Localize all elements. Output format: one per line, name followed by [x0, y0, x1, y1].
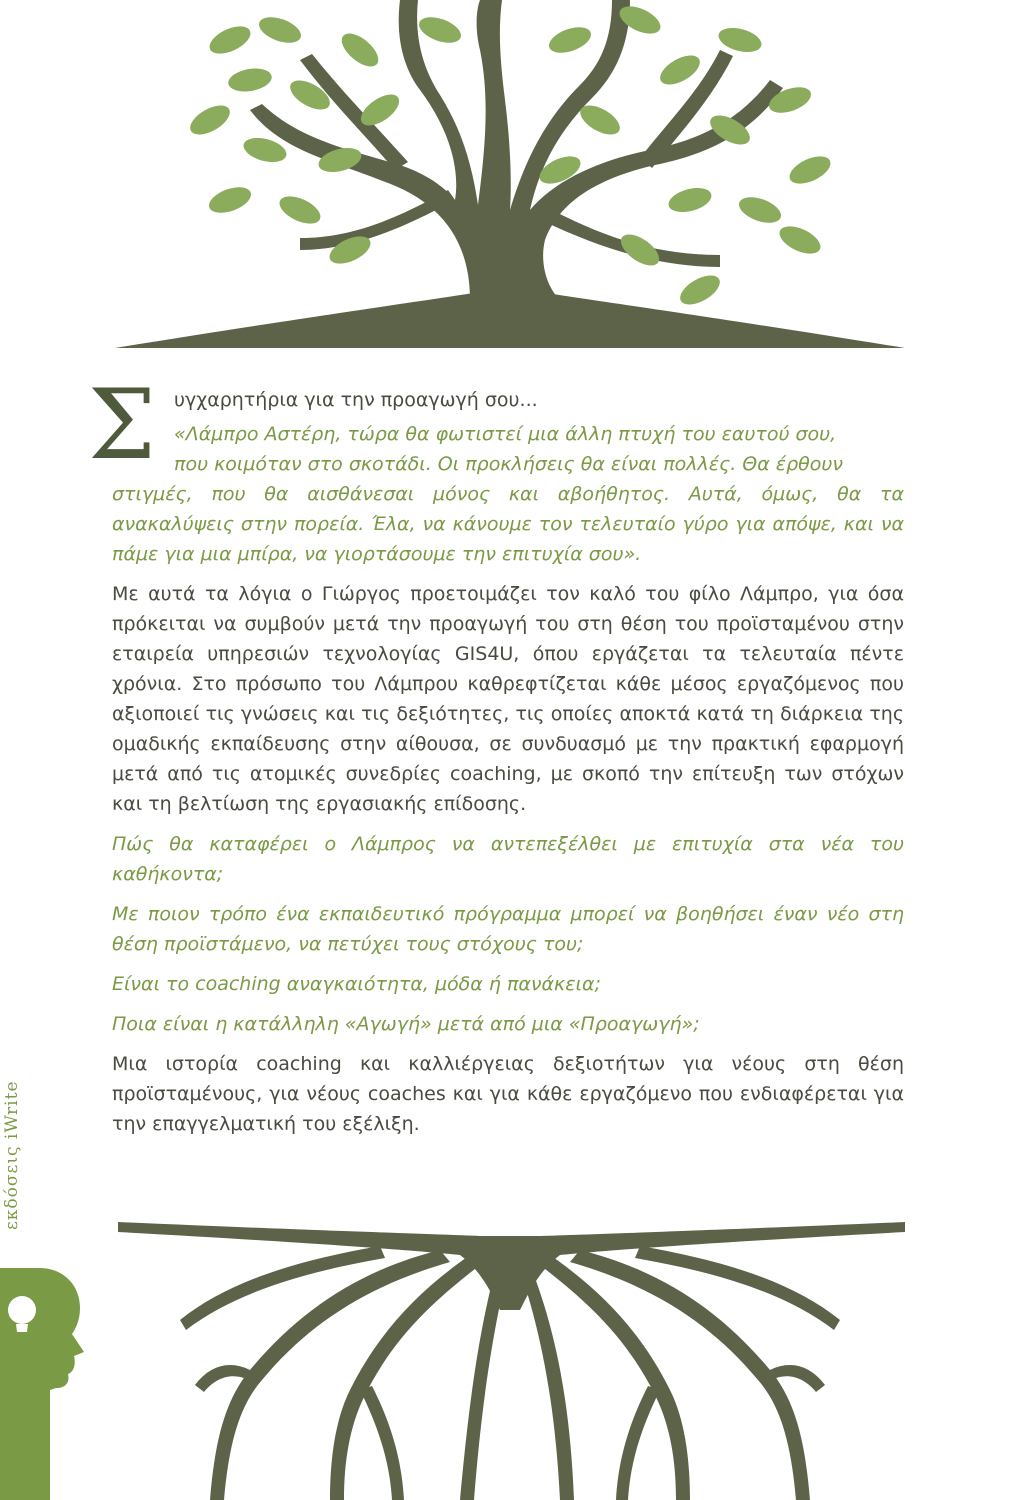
closing-paragraph: Μια ιστορία coaching και καλλιέργειας δεξιοτήτων για νέους στη θέση προϊσταμένους, για νέους coaches και για κάθε εργαζόμενο που ενδιαφέρεται για την επαγγελματική του εξέλιξη.	[112, 1053, 904, 1135]
quote-paragraph	[112, 419, 904, 569]
quote-line-2: που κοιμόταν στο σκοτάδι. Οι προκλήσεις θα είναι πολλές. Θα έρθουν	[174, 453, 843, 475]
quote-rest: στιγμές, που θα αισθάνεσαι μόνος και αβοήθητος. Αυτά, όμως, θα τα ανακαλύψεις στην πορεία. Έλα, να κάνουμε τον τελευταίο γύρο για απόψε, και να πάμε για μια μπίρα, να γιορτάσουμε την επιτυχία σου».	[112, 483, 904, 565]
quote-line-1: «Λάμπρο Αστέρη, τώρα θα φωτιστεί μια άλλη πτυχή του εαυτού σου,	[174, 423, 837, 445]
main-paragraph: Με αυτά τα λόγια ο Γιώργος προετοιμάζει τον καλό του φίλο Λάμπρο, για όσα πρόκειται να συμβούν μετά την προαγωγή του στη θέση του προϊσταμένου στην εταιρεία υπηρεσιών τεχνολογίας GIS4U, όπου εργάζεται τα τελευταία πέντε χρόνια. Στο πρόσωπο του Λάμπρου καθρεφτίζεται κάθε μέσος εργαζόμενος που αξιοποιεί τις γνώσεις και τις δεξιότητες, τις οποίες αποκτά κατά τη διάρκεια της ομαδικής εκπαίδευσης στην αίθουσα, σε συνδυασμό με την πρακτική εφαρμογή μετά από τις ατομικές συνεδρίες coaching, με σκοπό την επίτευξη των στόχων και τη βελτίωση της εργασιακής επίδοσης.	[112, 583, 904, 815]
tree-crown-illustration	[0, 0, 1019, 360]
body-text	[88, 369, 904, 1149]
intro-line: υγχαρητήρια για την προαγωγή σου...	[174, 389, 538, 411]
question-2: Με ποιον τρόπο ένα εκπαιδευτικό πρόγραμμα μπορεί να βοηθήσει έναν νέο στη θέση προϊστάμενο, να πετύχει τους στόχους του;	[112, 903, 904, 955]
publisher-label: εκδόσεις iWrite	[2, 1080, 22, 1230]
question-1: Πώς θα καταφέρει ο Λάμπρος να αντεπεξέλθει με επιτυχία στα νέα του καθήκοντα;	[112, 833, 904, 885]
head-lightbulb-logo	[0, 1268, 85, 1500]
question-3: Είναι το coaching αναγκαιότητα, μόδα ή πανάκεια;	[112, 973, 601, 995]
tree-roots-illustration	[0, 1210, 1019, 1500]
question-4: Ποια είναι η κατάλληλη «Αγωγή» μετά από μια «Προαγωγή»;	[112, 1013, 700, 1035]
drop-cap: Σ	[88, 369, 156, 481]
